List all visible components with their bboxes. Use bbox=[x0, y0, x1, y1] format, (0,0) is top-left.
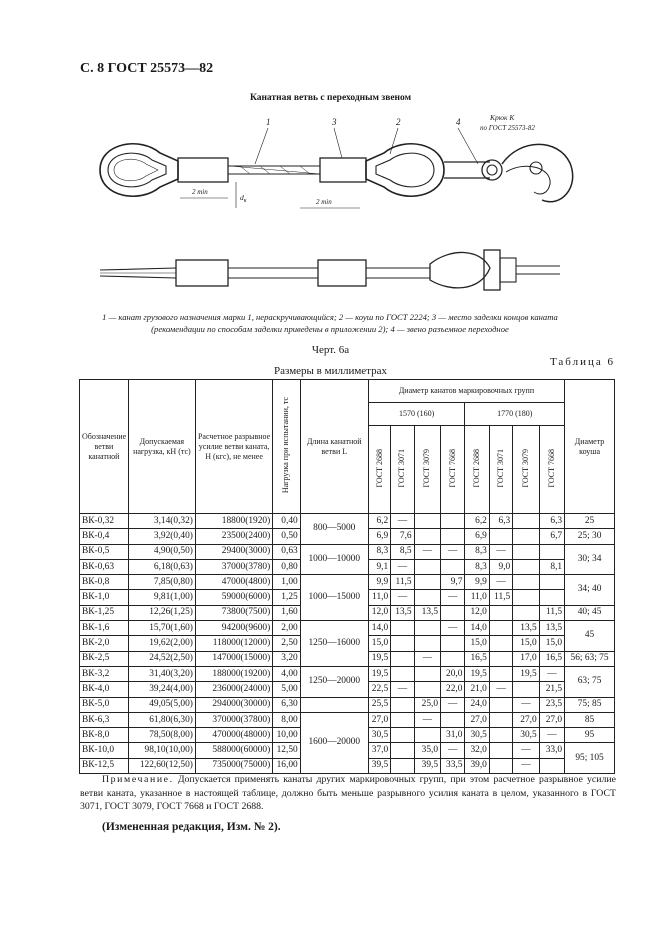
header-std: ГОСТ 2688 bbox=[368, 426, 390, 514]
table-row: ВК-0,5 4,90(0,50) 29400(3000) 0,63 1000—10000 8,3 8,5 — — 8,3 — 30; 34 bbox=[80, 544, 615, 559]
hook-top bbox=[502, 144, 573, 201]
note-label: Примечание. bbox=[102, 774, 174, 785]
header-length: Длина канатной ветви L bbox=[300, 380, 368, 514]
dim-2min-left: 2 min bbox=[192, 188, 208, 196]
header-std: ГОСТ 3079 bbox=[513, 426, 539, 514]
header-std: ГОСТ 7668 bbox=[539, 426, 564, 514]
label-4: 4 bbox=[456, 117, 461, 127]
header-std: ГОСТ 3079 bbox=[414, 426, 440, 514]
left-thimble-top bbox=[100, 144, 178, 196]
table-row: ВК-1,6 15,70(1,60) 94200(9600) 2,00 1250—16000 14,0 — 14,0 13,5 13,5 45 bbox=[80, 621, 615, 636]
header-load: Допускаемая нагрузка, кН (тс) bbox=[128, 380, 195, 514]
table-label: Таблица 6 bbox=[549, 356, 615, 368]
left-sleeve-top bbox=[178, 158, 228, 182]
label-3: 3 bbox=[332, 117, 337, 127]
hook-label: Крюк К bbox=[490, 113, 515, 122]
label-2: 2 bbox=[396, 117, 401, 127]
dim-2min-right: 2 min bbox=[316, 198, 332, 206]
table-row: ВК-0,63 6,18(0,63) 37000(3780) 0,80 9,1 — 8,3 9,0 8,1 bbox=[80, 559, 615, 574]
header-std: ГОСТ 2688 bbox=[465, 426, 489, 514]
header-std: ГОСТ 3071 bbox=[489, 426, 512, 514]
table-row: ВК-5,0 49,05(5,00) 294000(30000) 6,30 25,5 25,0 — 24,0 — 23,5 75; 85 bbox=[80, 697, 615, 712]
revision-note: (Измененная редакция, Изм. № 2). bbox=[102, 821, 281, 833]
header-group-1770: 1770 (180) bbox=[465, 403, 565, 426]
rope-branch-drawing bbox=[80, 108, 600, 308]
table-row: ВК-0,32 3,14(0,32) 18800(1920) 0,40 800—5000 6,2 — 6,2 6,3 6,3 25 bbox=[80, 514, 615, 529]
table-row: ВК-6,3 61,80(6,30) 370000(37800) 8,00 1600—20000 27,0 — 27,0 27,0 27,0 85 bbox=[80, 712, 615, 727]
table-row: ВК-10,0 98,10(10,00) 588000(60000) 12,50 37,0 35,0 — 32,0 — 33,0 95; 105 bbox=[80, 743, 615, 758]
drawing-title: Канатная ветвь с переходным звеном bbox=[249, 93, 412, 103]
label-1: 1 bbox=[266, 117, 271, 127]
dim-dk: $d_к$ bbox=[240, 193, 247, 204]
table-note bbox=[80, 773, 616, 814]
header-group-1570: 1570 (160) bbox=[368, 403, 465, 426]
hook-std-label: по ГОСТ 25573-82 bbox=[480, 124, 535, 132]
bottom-view bbox=[100, 250, 560, 290]
header-designation: Обозначение ветви канатной bbox=[80, 380, 129, 514]
figure-label: Черт. 6а bbox=[311, 344, 350, 356]
table-row: ВК-0,4 3,92(0,40) 23500(2400) 0,50 6,9 7,6 6,9 6,7 25; 30 bbox=[80, 529, 615, 544]
link-top bbox=[444, 160, 502, 180]
spec-table bbox=[79, 379, 615, 774]
right-sleeve-top bbox=[320, 158, 366, 182]
table-row: ВК-2,0 19,62(2,00) 118000(12000) 2,50 15,0 15,0 15,0 15,0 bbox=[80, 636, 615, 651]
table-row: ВК-8,0 78,50(8,00) 470000(48000) 10,00 30,5 31,0 30,5 30,5 — 95 bbox=[80, 728, 615, 743]
table-row: ВК-1,25 12,26(1,25) 73800(7500) 1,60 12,0 13,5 13,5 12,0 11,5 40; 45 bbox=[80, 605, 615, 620]
sizes-label: Размеры в миллиметрах bbox=[274, 365, 387, 377]
table-row: ВК-0,8 7,85(0,80) 47000(4800) 1,00 1000—15000 9,9 11,5 9,7 9,9 — 34; 40 bbox=[80, 575, 615, 590]
right-thimble-top bbox=[366, 144, 444, 196]
header-thimble: Диаметр коуша bbox=[565, 380, 615, 514]
table-row: ВК-1,0 9,81(1,00) 59000(6000) 1,25 11,0 — — 11,0 11,5 bbox=[80, 590, 615, 605]
table-row: ВК-3,2 31,40(3,20) 188000(19200) 4,00 1250—20000 19,5 20,0 19,5 19,5 — 63; 75 bbox=[80, 666, 615, 681]
note-text: Допускается применять канаты других маркировочных групп, при этом расчетное разрывное усилие ветви каната, указанное в настоящей таблице, должно быть меньше разрывного усилия каната в целом, указанного в ГОСТ 3071, ГОСТ 3079, ГОСТ 7668 и ГОСТ 2688. bbox=[80, 774, 616, 812]
table-row: ВК-12,5 122,60(12,50) 735000(75000) 16,00 39,5 39,5 33,5 39,0 — bbox=[80, 758, 615, 773]
header-test: Нагрузка при испытании, тс bbox=[273, 380, 300, 514]
header-force: Расчетное разрывное усилие ветви каната, Н (кгс), не менее bbox=[195, 380, 272, 514]
table-row: ВК-2,5 24,52(2,50) 147000(15000) 3,20 19,5 — 16,5 17,0 16,5 56; 63; 75 bbox=[80, 651, 615, 666]
header-std: ГОСТ 7668 bbox=[441, 426, 465, 514]
table-row: ВК-4,0 39,24(4,00) 236000(24000) 5,00 22,5 — 22,0 21,0 — 21,5 bbox=[80, 682, 615, 697]
header-std: ГОСТ 3071 bbox=[391, 426, 414, 514]
page-header: С. 8 ГОСТ 25573—82 bbox=[80, 61, 214, 76]
header-diameter-group: Диаметр канатов маркировочных групп bbox=[368, 380, 564, 403]
drawing-caption: 1 — канат грузового назначения марки 1, нераскручивающийся; 2 — коуш по ГОСТ 2224; 3 — место заделки концов каната (рекомендации по способам заделки приведены в приложении 2); 4 — звено разъемное переходное bbox=[102, 312, 558, 334]
